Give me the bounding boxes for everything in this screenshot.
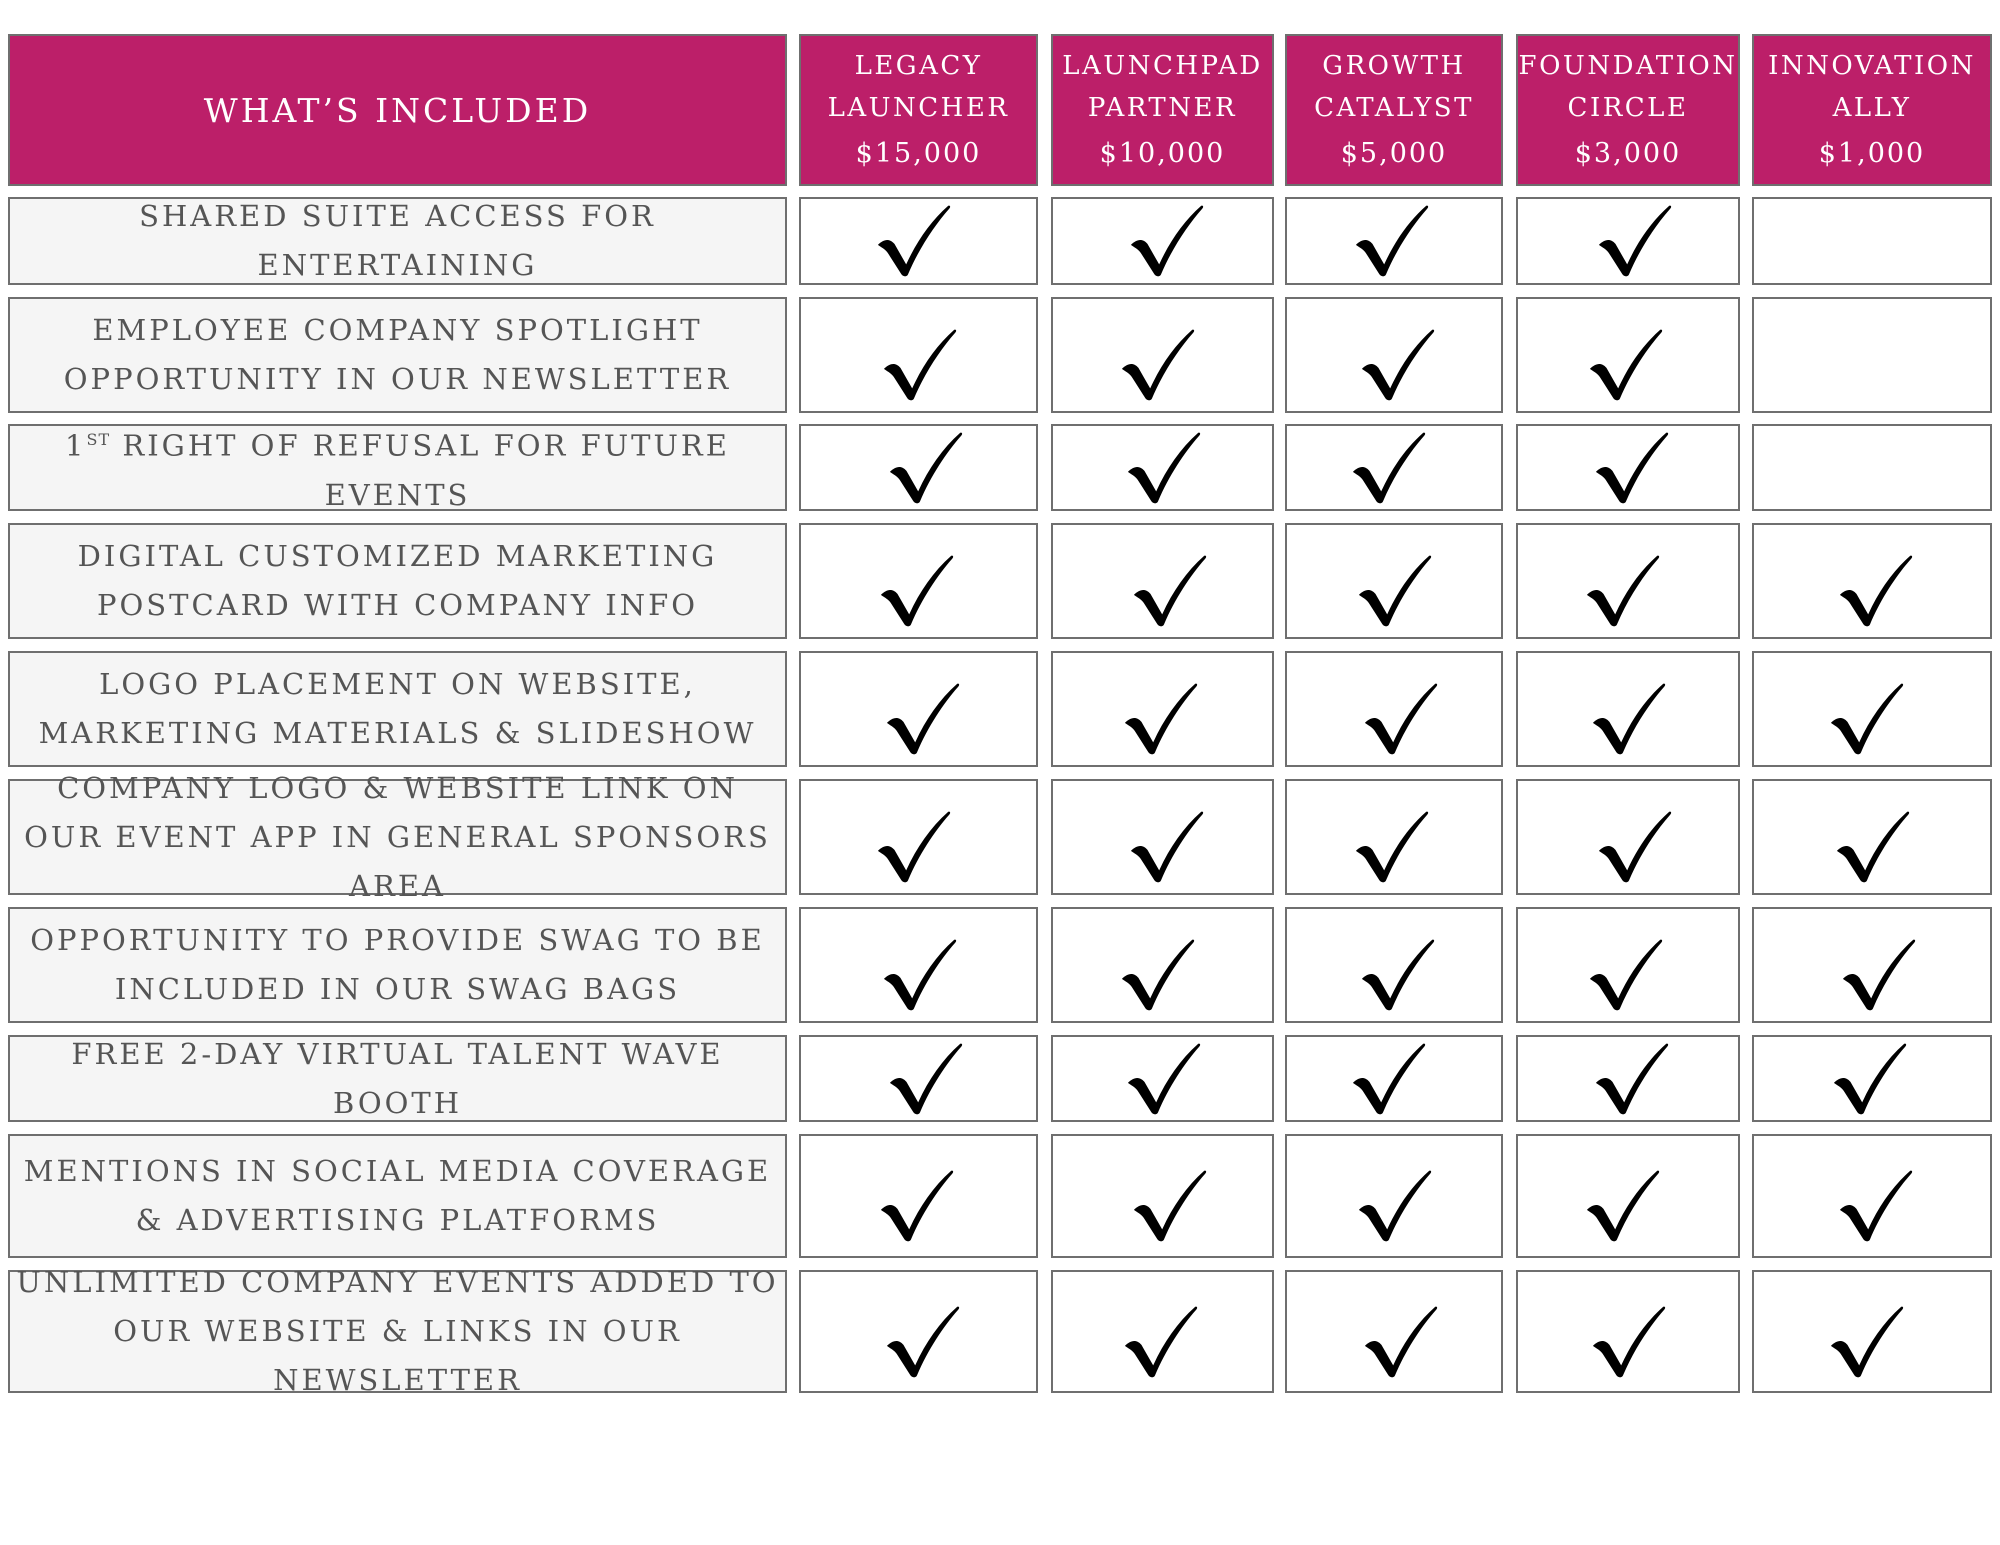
- feature-text: OPPORTUNITY TO PROVIDE SWAG TO BE INCLUDED IN OUR SWAG BAGS: [30, 923, 765, 1006]
- tier-cell: [1051, 1035, 1274, 1122]
- tier-cell: [1051, 651, 1274, 767]
- tier-cell: [1752, 1134, 1992, 1258]
- check-icon: [1589, 680, 1667, 758]
- tier-cell: [1752, 1270, 1992, 1393]
- check-icon: [1352, 808, 1430, 886]
- check-icon: [883, 1303, 961, 1381]
- check-icon: [886, 1040, 964, 1118]
- check-icon: [880, 936, 958, 1014]
- tier-cell: [1285, 1270, 1503, 1393]
- tier-cell: [1516, 424, 1740, 511]
- feature-text: MENTIONS IN SOCIAL MEDIA COVERAGE & ADVERTISING PLATFORMS: [23, 1154, 772, 1237]
- tier-cell: [1051, 424, 1274, 511]
- check-icon: [1358, 326, 1436, 404]
- tier-cell: [1285, 523, 1503, 639]
- check-icon: [1836, 552, 1914, 630]
- feature-label: [8, 907, 787, 1023]
- check-icon: [1127, 202, 1205, 280]
- tier-cell: [1516, 197, 1740, 285]
- feature-label-text: RIGHT OF REFUSAL FOR FUTURE EVENTS: [122, 428, 730, 512]
- check-icon: [1121, 680, 1199, 758]
- tier-cell: [1051, 197, 1274, 285]
- feature-label: [8, 651, 787, 767]
- tier-cell: [1285, 907, 1503, 1023]
- tier-cell: [799, 424, 1038, 511]
- header-whats-included: [8, 34, 787, 186]
- feature-label: [8, 523, 787, 639]
- tier-cell: [1051, 907, 1274, 1023]
- feature-text: UNLIMITED COMPANY EVENTS ADDED TO OUR WEBSITE & LINKS IN OUR NEWSLETTER: [16, 1265, 779, 1397]
- check-icon: [1830, 1040, 1908, 1118]
- check-icon: [1361, 1303, 1439, 1381]
- tier-cell: [1051, 297, 1274, 413]
- check-icon: [1349, 429, 1427, 507]
- check-icon: [874, 808, 952, 886]
- tier-name-line2: CIRCLE: [1567, 93, 1689, 123]
- check-icon: [1592, 1040, 1670, 1118]
- tier-cell: [799, 297, 1038, 413]
- tier-cell: [1285, 779, 1503, 895]
- tier-cell: [799, 907, 1038, 1023]
- tier-cell: [1752, 779, 1992, 895]
- check-icon: [1349, 1040, 1427, 1118]
- tier-header-2: [1051, 34, 1274, 186]
- check-icon: [877, 552, 955, 630]
- tier-cell: [1752, 424, 1992, 511]
- check-icon: [1839, 936, 1917, 1014]
- check-icon: [1130, 1167, 1208, 1245]
- tier-cell: [1051, 779, 1274, 895]
- check-icon: [886, 429, 964, 507]
- tier-price: $10,000: [1099, 138, 1226, 169]
- header-title: WHAT’S INCLUDED: [203, 90, 592, 130]
- tier-cell: [1516, 1134, 1740, 1258]
- check-icon: [1589, 1303, 1667, 1381]
- tier-cell: [1516, 1035, 1740, 1122]
- check-icon: [1595, 202, 1673, 280]
- tier-cell: [1285, 1134, 1503, 1258]
- check-icon: [1595, 808, 1673, 886]
- check-icon: [1361, 680, 1439, 758]
- check-icon: [1583, 552, 1661, 630]
- tier-cell: [1516, 297, 1740, 413]
- tier-cell: [1752, 297, 1992, 413]
- tier-price: $3,000: [1574, 138, 1682, 169]
- tier-name-line1: INNOVATION: [1768, 51, 1976, 81]
- tier-cell: [1752, 907, 1992, 1023]
- check-icon: [883, 680, 961, 758]
- tier-cell: [1285, 1035, 1503, 1122]
- check-icon: [1592, 429, 1670, 507]
- feature-text: LOGO PLACEMENT ON WEBSITE, MARKETING MATERIALS & SLIDESHOW: [38, 667, 757, 750]
- feature-text: FREE 2-DAY VIRTUAL TALENT WAVE BOOTH: [71, 1036, 724, 1120]
- tier-cell: [799, 1134, 1038, 1258]
- tier-cell: [1516, 1270, 1740, 1393]
- feature-label: [8, 1035, 787, 1122]
- check-icon: [1836, 1167, 1914, 1245]
- check-icon: [1127, 808, 1205, 886]
- check-icon: [1355, 552, 1433, 630]
- tier-cell: [1516, 523, 1740, 639]
- check-icon: [1124, 429, 1202, 507]
- feature-label: [8, 770, 787, 903]
- tier-header-1: [799, 34, 1038, 186]
- feature-ordinal-suffix: ST: [86, 430, 111, 450]
- tier-header-3: [1285, 34, 1503, 186]
- tier-cell: [1285, 424, 1503, 511]
- feature-label: [8, 1134, 787, 1258]
- tier-header-5: [1752, 34, 1992, 186]
- check-icon: [1833, 808, 1911, 886]
- feature-text: DIGITAL CUSTOMIZED MARKETING POSTCARD WITH COMPANY INFO: [77, 539, 718, 622]
- tier-cell: [1516, 907, 1740, 1023]
- tier-cell: [1285, 197, 1503, 285]
- feature-text: [16, 415, 779, 520]
- check-icon: [1124, 1040, 1202, 1118]
- tier-name-line1: LEGACY: [854, 51, 983, 81]
- check-icon: [1358, 936, 1436, 1014]
- check-icon: [1586, 326, 1664, 404]
- tier-cell: [1285, 651, 1503, 767]
- tier-cell: [1051, 1270, 1274, 1393]
- feature-text: SHARED SUITE ACCESS FOR ENTERTAINING: [139, 199, 656, 282]
- tier-cell: [799, 651, 1038, 767]
- check-icon: [880, 326, 958, 404]
- check-icon: [1586, 936, 1664, 1014]
- tier-cell: [1752, 1035, 1992, 1122]
- tier-price: $15,000: [855, 138, 982, 169]
- tier-cell: [799, 197, 1038, 285]
- tier-cell: [1516, 651, 1740, 767]
- tier-cell: [799, 523, 1038, 639]
- tier-name-line2: LAUNCHER: [827, 93, 1010, 123]
- tier-name-line2: PARTNER: [1087, 93, 1238, 123]
- tier-cell: [1051, 1134, 1274, 1258]
- tier-header-4: [1516, 34, 1740, 186]
- tier-price: $1,000: [1818, 138, 1926, 169]
- tier-cell: [799, 779, 1038, 895]
- check-icon: [1583, 1167, 1661, 1245]
- feature-label: [8, 197, 787, 285]
- feature-label: [8, 424, 787, 511]
- tier-price: $5,000: [1340, 138, 1448, 169]
- tier-name-line1: LAUNCHPAD: [1062, 51, 1263, 81]
- feature-ordinal: 1: [65, 428, 87, 463]
- check-icon: [1118, 326, 1196, 404]
- tier-cell: [1752, 197, 1992, 285]
- check-icon: [877, 1167, 955, 1245]
- tier-name-line2: CATALYST: [1314, 93, 1474, 123]
- tier-cell: [1752, 651, 1992, 767]
- check-icon: [1121, 1303, 1199, 1381]
- tier-cell: [1516, 779, 1740, 895]
- tier-name-line1: GROWTH: [1322, 51, 1466, 81]
- check-icon: [1827, 1303, 1905, 1381]
- feature-label: [8, 297, 787, 413]
- check-icon: [874, 202, 952, 280]
- check-icon: [1130, 552, 1208, 630]
- check-icon: [1355, 1167, 1433, 1245]
- feature-label: [8, 1265, 787, 1397]
- tier-name-line2: ALLY: [1832, 93, 1912, 123]
- tier-name-line1: FOUNDATION: [1518, 51, 1738, 81]
- check-icon: [1118, 936, 1196, 1014]
- tier-cell: [1285, 297, 1503, 413]
- tier-cell: [799, 1035, 1038, 1122]
- check-icon: [1352, 202, 1430, 280]
- tier-cell: [1752, 523, 1992, 639]
- tier-cell: [1051, 523, 1274, 639]
- feature-text: EMPLOYEE COMPANY SPOTLIGHT OPPORTUNITY IN OUR NEWSLETTER: [63, 313, 732, 396]
- check-icon: [1827, 680, 1905, 758]
- tier-cell: [799, 1270, 1038, 1393]
- feature-text: COMPANY LOGO & WEBSITE LINK ON OUR EVENT APP IN GENERAL SPONSORS AREA: [24, 770, 771, 903]
